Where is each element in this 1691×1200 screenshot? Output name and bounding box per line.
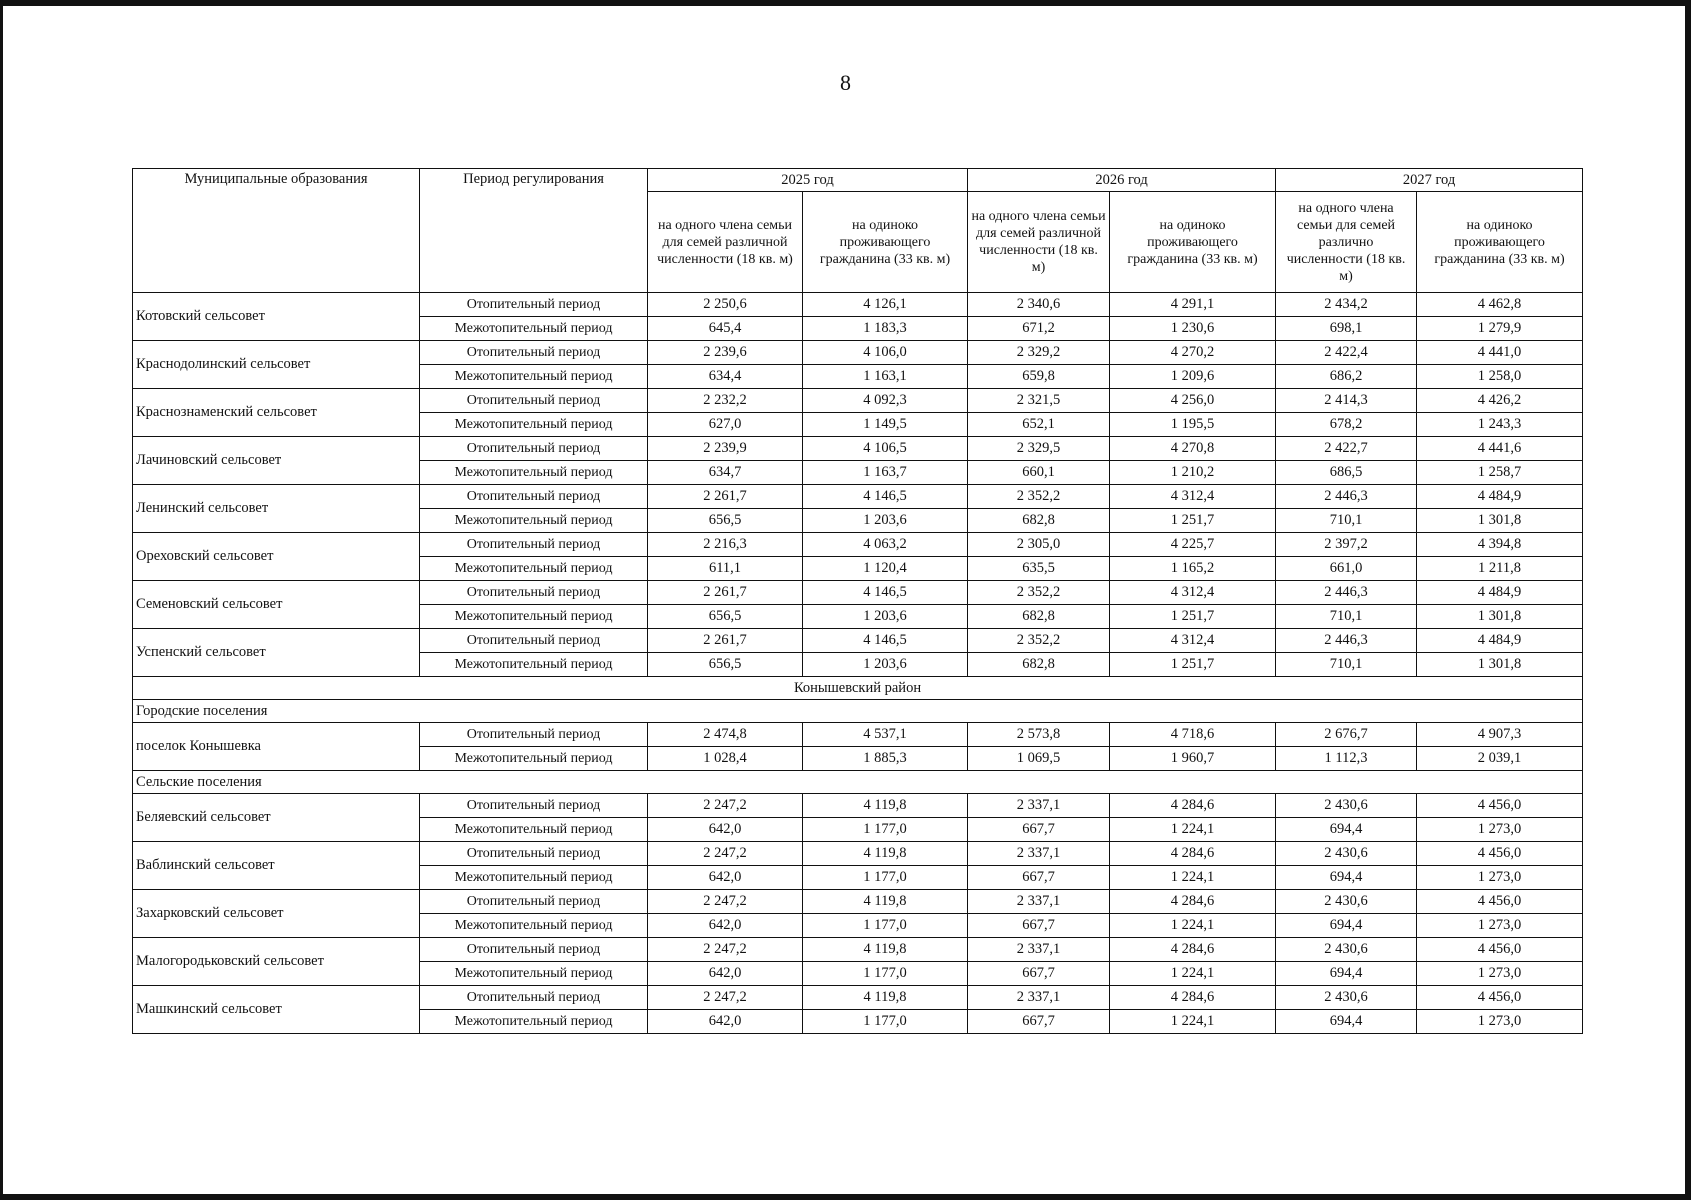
- value-2025-per-member-cell: 2 247,2: [648, 842, 803, 866]
- value-2026-single-cell: 4 256,0: [1110, 389, 1276, 413]
- value-2027-per-member-cell: 710,1: [1276, 509, 1417, 533]
- value-2027-single-cell: 4 456,0: [1417, 794, 1583, 818]
- value-2025-single-cell: 4 063,2: [803, 533, 968, 557]
- period-cell: Отопительный период: [420, 629, 648, 653]
- value-2026-single-cell: 4 284,6: [1110, 842, 1276, 866]
- period-cell: Межотопительный период: [420, 509, 648, 533]
- tariff-table: [132, 168, 1583, 1034]
- header-year-2027: 2027 год: [1276, 169, 1583, 192]
- value-2025-single-cell: 4 092,3: [803, 389, 968, 413]
- value-2025-per-member-cell: 2 250,6: [648, 293, 803, 317]
- value-2026-single-cell: 1 165,2: [1110, 557, 1276, 581]
- value-2026-per-member-cell: 682,8: [968, 509, 1110, 533]
- value-2026-per-member-cell: 2 573,8: [968, 723, 1110, 747]
- value-2027-per-member-cell: 2 446,3: [1276, 629, 1417, 653]
- value-2025-single-cell: 1 177,0: [803, 962, 968, 986]
- period-cell: Отопительный период: [420, 723, 648, 747]
- period-cell: Межотопительный период: [420, 413, 648, 437]
- period-cell: Межотопительный период: [420, 605, 648, 629]
- value-2027-single-cell: 1 279,9: [1417, 317, 1583, 341]
- value-2027-per-member-cell: 2 414,3: [1276, 389, 1417, 413]
- value-2027-single-cell: 1 301,8: [1417, 509, 1583, 533]
- value-2027-single-cell: 4 484,9: [1417, 581, 1583, 605]
- value-2027-per-member-cell: 2 397,2: [1276, 533, 1417, 557]
- value-2027-single-cell: 1 258,0: [1417, 365, 1583, 389]
- table-row: [133, 890, 1583, 914]
- value-2025-single-cell: 4 119,8: [803, 842, 968, 866]
- value-2027-per-member-cell: 2 446,3: [1276, 485, 1417, 509]
- value-2026-single-cell: 4 284,6: [1110, 890, 1276, 914]
- value-2027-per-member-cell: 1 112,3: [1276, 747, 1417, 771]
- municipality-name: Ваблинский сельсовет: [133, 842, 420, 890]
- value-2027-single-cell: 4 462,8: [1417, 293, 1583, 317]
- municipality-name: Ореховский сельсовет: [133, 533, 420, 581]
- value-2027-per-member-cell: 2 446,3: [1276, 581, 1417, 605]
- value-2026-per-member-cell: 2 340,6: [968, 293, 1110, 317]
- value-2027-per-member-cell: 694,4: [1276, 818, 1417, 842]
- value-2027-single-cell: 4 441,0: [1417, 341, 1583, 365]
- value-2026-single-cell: 4 312,4: [1110, 485, 1276, 509]
- table-row: [133, 723, 1583, 747]
- value-2026-single-cell: 4 284,6: [1110, 986, 1276, 1010]
- header-row-years: [133, 169, 1583, 192]
- municipality-name: Семеновский сельсовет: [133, 581, 420, 629]
- table-row: [133, 986, 1583, 1010]
- value-2026-single-cell: 1 224,1: [1110, 818, 1276, 842]
- value-2027-single-cell: 1 258,7: [1417, 461, 1583, 485]
- value-2025-single-cell: 4 537,1: [803, 723, 968, 747]
- section-heading: Городские поселения: [133, 700, 1583, 723]
- value-2026-per-member-cell: 2 321,5: [968, 389, 1110, 413]
- value-2027-single-cell: 4 484,9: [1417, 485, 1583, 509]
- section-row: [133, 700, 1583, 723]
- header-2025-per-member: на одного члена семьи для семей различной численности (18 кв. м): [648, 192, 803, 293]
- value-2025-single-cell: 4 106,5: [803, 437, 968, 461]
- period-cell: Межотопительный период: [420, 317, 648, 341]
- period-cell: Отопительный период: [420, 986, 648, 1010]
- value-2025-per-member-cell: 656,5: [648, 605, 803, 629]
- value-2027-single-cell: 1 273,0: [1417, 962, 1583, 986]
- value-2027-per-member-cell: 678,2: [1276, 413, 1417, 437]
- value-2026-single-cell: 1 960,7: [1110, 747, 1276, 771]
- value-2025-single-cell: 4 146,5: [803, 581, 968, 605]
- value-2026-single-cell: 4 291,1: [1110, 293, 1276, 317]
- municipality-name: Краснознаменский сельсовет: [133, 389, 420, 437]
- value-2027-single-cell: 4 456,0: [1417, 986, 1583, 1010]
- value-2025-per-member-cell: 642,0: [648, 1010, 803, 1034]
- period-cell: Отопительный период: [420, 938, 648, 962]
- value-2026-single-cell: 1 224,1: [1110, 1010, 1276, 1034]
- value-2027-per-member-cell: 2 676,7: [1276, 723, 1417, 747]
- value-2025-single-cell: 1 183,3: [803, 317, 968, 341]
- period-cell: Межотопительный период: [420, 818, 648, 842]
- value-2026-per-member-cell: 2 337,1: [968, 842, 1110, 866]
- period-cell: Отопительный период: [420, 341, 648, 365]
- municipality-name: Котовский сельсовет: [133, 293, 420, 341]
- table-row: [133, 485, 1583, 509]
- value-2027-per-member-cell: 2 430,6: [1276, 794, 1417, 818]
- header-2025-single: на одиноко проживающего гражданина (33 кв. м): [803, 192, 968, 293]
- table-row: [133, 938, 1583, 962]
- municipality-name: Малогородьковский сельсовет: [133, 938, 420, 986]
- value-2026-single-cell: 4 270,8: [1110, 437, 1276, 461]
- value-2026-per-member-cell: 667,7: [968, 1010, 1110, 1034]
- value-2026-per-member-cell: 652,1: [968, 413, 1110, 437]
- value-2026-single-cell: 4 312,4: [1110, 629, 1276, 653]
- value-2025-per-member-cell: 634,4: [648, 365, 803, 389]
- table-row: [133, 437, 1583, 461]
- header-year-2026: 2026 год: [968, 169, 1276, 192]
- header-2027-single: на одиноко проживающего гражданина (33 кв. м): [1417, 192, 1583, 293]
- value-2026-per-member-cell: 2 305,0: [968, 533, 1110, 557]
- value-2027-per-member-cell: 2 430,6: [1276, 842, 1417, 866]
- value-2027-per-member-cell: 694,4: [1276, 866, 1417, 890]
- value-2026-per-member-cell: 2 329,5: [968, 437, 1110, 461]
- value-2025-single-cell: 1 163,1: [803, 365, 968, 389]
- value-2027-single-cell: 4 456,0: [1417, 842, 1583, 866]
- table-row: [133, 629, 1583, 653]
- period-cell: Отопительный период: [420, 533, 648, 557]
- value-2026-single-cell: 1 224,1: [1110, 914, 1276, 938]
- value-2025-per-member-cell: 642,0: [648, 866, 803, 890]
- value-2027-single-cell: 4 456,0: [1417, 938, 1583, 962]
- value-2025-single-cell: 1 177,0: [803, 818, 968, 842]
- period-cell: Межотопительный период: [420, 557, 648, 581]
- value-2026-single-cell: 1 224,1: [1110, 962, 1276, 986]
- value-2025-single-cell: 4 146,5: [803, 485, 968, 509]
- value-2027-single-cell: 4 907,3: [1417, 723, 1583, 747]
- value-2027-single-cell: 1 243,3: [1417, 413, 1583, 437]
- value-2027-single-cell: 4 484,9: [1417, 629, 1583, 653]
- value-2027-per-member-cell: 686,2: [1276, 365, 1417, 389]
- municipality-name: поселок Конышевка: [133, 723, 420, 771]
- value-2026-per-member-cell: 667,7: [968, 914, 1110, 938]
- period-cell: Межотопительный период: [420, 914, 648, 938]
- value-2025-per-member-cell: 656,5: [648, 653, 803, 677]
- section-row: [133, 771, 1583, 794]
- value-2026-single-cell: 4 284,6: [1110, 938, 1276, 962]
- period-cell: Отопительный период: [420, 842, 648, 866]
- header-2026-single: на одиноко проживающего гражданина (33 кв. м): [1110, 192, 1276, 293]
- value-2025-per-member-cell: 2 216,3: [648, 533, 803, 557]
- municipality-name: Беляевский сельсовет: [133, 794, 420, 842]
- value-2026-single-cell: 4 312,4: [1110, 581, 1276, 605]
- value-2025-per-member-cell: 642,0: [648, 962, 803, 986]
- period-cell: Отопительный период: [420, 293, 648, 317]
- value-2026-per-member-cell: 2 352,2: [968, 629, 1110, 653]
- header-period: Период регулирования: [420, 169, 648, 293]
- page-number: 8: [840, 70, 851, 95]
- value-2025-per-member-cell: 1 028,4: [648, 747, 803, 771]
- value-2025-per-member-cell: 656,5: [648, 509, 803, 533]
- value-2025-per-member-cell: 2 261,7: [648, 485, 803, 509]
- value-2027-single-cell: 1 211,8: [1417, 557, 1583, 581]
- value-2026-single-cell: 4 270,2: [1110, 341, 1276, 365]
- value-2025-single-cell: 4 119,8: [803, 890, 968, 914]
- value-2026-per-member-cell: 2 329,2: [968, 341, 1110, 365]
- value-2025-single-cell: 1 177,0: [803, 1010, 968, 1034]
- value-2026-single-cell: 1 210,2: [1110, 461, 1276, 485]
- value-2025-per-member-cell: 2 247,2: [648, 890, 803, 914]
- period-cell: Межотопительный период: [420, 747, 648, 771]
- value-2027-single-cell: 1 273,0: [1417, 1010, 1583, 1034]
- value-2027-per-member-cell: 710,1: [1276, 653, 1417, 677]
- value-2026-per-member-cell: 2 337,1: [968, 890, 1110, 914]
- municipality-name: Краснодолинский сельсовет: [133, 341, 420, 389]
- value-2026-per-member-cell: 1 069,5: [968, 747, 1110, 771]
- period-cell: Межотопительный период: [420, 365, 648, 389]
- value-2026-per-member-cell: 2 352,2: [968, 581, 1110, 605]
- value-2025-single-cell: 4 146,5: [803, 629, 968, 653]
- value-2027-per-member-cell: 2 430,6: [1276, 986, 1417, 1010]
- period-cell: Межотопительный период: [420, 461, 648, 485]
- value-2026-single-cell: 1 195,5: [1110, 413, 1276, 437]
- value-2026-per-member-cell: 2 352,2: [968, 485, 1110, 509]
- value-2025-single-cell: 1 203,6: [803, 509, 968, 533]
- value-2025-single-cell: 4 119,8: [803, 794, 968, 818]
- value-2027-single-cell: 1 301,8: [1417, 605, 1583, 629]
- value-2026-single-cell: 4 225,7: [1110, 533, 1276, 557]
- table-row: [133, 794, 1583, 818]
- value-2026-per-member-cell: 667,7: [968, 962, 1110, 986]
- value-2027-single-cell: 2 039,1: [1417, 747, 1583, 771]
- value-2025-single-cell: 4 126,1: [803, 293, 968, 317]
- period-cell: Межотопительный период: [420, 653, 648, 677]
- period-cell: Отопительный период: [420, 794, 648, 818]
- section-heading: Сельские поселения: [133, 771, 1583, 794]
- value-2027-single-cell: 4 456,0: [1417, 890, 1583, 914]
- value-2027-per-member-cell: 2 434,2: [1276, 293, 1417, 317]
- value-2027-per-member-cell: 710,1: [1276, 605, 1417, 629]
- value-2026-per-member-cell: 660,1: [968, 461, 1110, 485]
- value-2027-single-cell: 1 273,0: [1417, 818, 1583, 842]
- value-2026-per-member-cell: 682,8: [968, 653, 1110, 677]
- value-2027-per-member-cell: 686,5: [1276, 461, 1417, 485]
- value-2026-per-member-cell: 667,7: [968, 818, 1110, 842]
- table-body: [133, 293, 1583, 1034]
- value-2026-per-member-cell: 2 337,1: [968, 938, 1110, 962]
- value-2025-single-cell: 1 885,3: [803, 747, 968, 771]
- value-2025-single-cell: 1 120,4: [803, 557, 968, 581]
- value-2026-single-cell: 1 209,6: [1110, 365, 1276, 389]
- period-cell: Отопительный период: [420, 890, 648, 914]
- value-2026-single-cell: 4 718,6: [1110, 723, 1276, 747]
- value-2025-per-member-cell: 2 232,2: [648, 389, 803, 413]
- value-2025-single-cell: 1 177,0: [803, 914, 968, 938]
- value-2026-per-member-cell: 2 337,1: [968, 794, 1110, 818]
- period-cell: Отопительный период: [420, 485, 648, 509]
- value-2027-single-cell: 1 273,0: [1417, 866, 1583, 890]
- municipality-name: Лачиновский сельсовет: [133, 437, 420, 485]
- value-2025-per-member-cell: 2 239,9: [648, 437, 803, 461]
- table-row: [133, 341, 1583, 365]
- value-2025-single-cell: 4 119,8: [803, 986, 968, 1010]
- period-cell: Отопительный период: [420, 581, 648, 605]
- value-2027-single-cell: 4 394,8: [1417, 533, 1583, 557]
- municipality-name: Ленинский сельсовет: [133, 485, 420, 533]
- value-2025-single-cell: 1 163,7: [803, 461, 968, 485]
- value-2025-per-member-cell: 634,7: [648, 461, 803, 485]
- value-2025-per-member-cell: 2 474,8: [648, 723, 803, 747]
- value-2026-single-cell: 1 251,7: [1110, 509, 1276, 533]
- municipality-name: Захарковский сельсовет: [133, 890, 420, 938]
- value-2025-per-member-cell: 2 261,7: [648, 581, 803, 605]
- district-heading: Конышевский район: [133, 677, 1583, 700]
- value-2025-per-member-cell: 2 261,7: [648, 629, 803, 653]
- header-municipality: Муниципальные образования: [133, 169, 420, 293]
- value-2025-per-member-cell: 642,0: [648, 914, 803, 938]
- value-2027-per-member-cell: 694,4: [1276, 962, 1417, 986]
- value-2027-single-cell: 4 441,6: [1417, 437, 1583, 461]
- value-2027-per-member-cell: 694,4: [1276, 914, 1417, 938]
- table-row: [133, 389, 1583, 413]
- value-2025-per-member-cell: 2 247,2: [648, 938, 803, 962]
- table-row: [133, 581, 1583, 605]
- value-2027-single-cell: 1 301,8: [1417, 653, 1583, 677]
- period-cell: Отопительный период: [420, 437, 648, 461]
- value-2025-per-member-cell: 645,4: [648, 317, 803, 341]
- value-2026-single-cell: 1 230,6: [1110, 317, 1276, 341]
- value-2027-single-cell: 4 426,2: [1417, 389, 1583, 413]
- value-2025-single-cell: 1 203,6: [803, 653, 968, 677]
- value-2027-per-member-cell: 2 430,6: [1276, 938, 1417, 962]
- value-2027-per-member-cell: 2 430,6: [1276, 890, 1417, 914]
- value-2027-per-member-cell: 698,1: [1276, 317, 1417, 341]
- value-2026-per-member-cell: 659,8: [968, 365, 1110, 389]
- value-2026-per-member-cell: 671,2: [968, 317, 1110, 341]
- header-2026-per-member: на одного члена семьи для семей различной численности (18 кв. м): [968, 192, 1110, 293]
- municipality-name: Успенский сельсовет: [133, 629, 420, 677]
- value-2027-per-member-cell: 2 422,7: [1276, 437, 1417, 461]
- value-2027-single-cell: 1 273,0: [1417, 914, 1583, 938]
- period-cell: Межотопительный период: [420, 1010, 648, 1034]
- value-2026-per-member-cell: 635,5: [968, 557, 1110, 581]
- header-2027-per-member: на одного члена семьи для семей различно численности (18 кв. м): [1276, 192, 1417, 293]
- value-2025-per-member-cell: 642,0: [648, 818, 803, 842]
- value-2025-per-member-cell: 611,1: [648, 557, 803, 581]
- value-2026-per-member-cell: 667,7: [968, 866, 1110, 890]
- period-cell: Межотопительный период: [420, 962, 648, 986]
- value-2026-single-cell: 1 224,1: [1110, 866, 1276, 890]
- value-2026-per-member-cell: 2 337,1: [968, 986, 1110, 1010]
- municipality-name: Машкинский сельсовет: [133, 986, 420, 1034]
- period-cell: Отопительный период: [420, 389, 648, 413]
- value-2027-per-member-cell: 661,0: [1276, 557, 1417, 581]
- value-2026-single-cell: 1 251,7: [1110, 653, 1276, 677]
- value-2026-single-cell: 1 251,7: [1110, 605, 1276, 629]
- value-2025-single-cell: 1 177,0: [803, 866, 968, 890]
- district-row: [133, 677, 1583, 700]
- value-2027-per-member-cell: 694,4: [1276, 1010, 1417, 1034]
- value-2026-single-cell: 4 284,6: [1110, 794, 1276, 818]
- value-2025-single-cell: 1 149,5: [803, 413, 968, 437]
- value-2025-per-member-cell: 2 247,2: [648, 986, 803, 1010]
- header-year-2025: 2025 год: [648, 169, 968, 192]
- value-2026-per-member-cell: 682,8: [968, 605, 1110, 629]
- value-2025-per-member-cell: 2 247,2: [648, 794, 803, 818]
- value-2025-single-cell: 4 106,0: [803, 341, 968, 365]
- value-2027-per-member-cell: 2 422,4: [1276, 341, 1417, 365]
- value-2025-single-cell: 4 119,8: [803, 938, 968, 962]
- table-row: [133, 533, 1583, 557]
- table-row: [133, 842, 1583, 866]
- value-2025-per-member-cell: 2 239,6: [648, 341, 803, 365]
- value-2025-per-member-cell: 627,0: [648, 413, 803, 437]
- table-row: [133, 293, 1583, 317]
- value-2025-single-cell: 1 203,6: [803, 605, 968, 629]
- period-cell: Межотопительный период: [420, 866, 648, 890]
